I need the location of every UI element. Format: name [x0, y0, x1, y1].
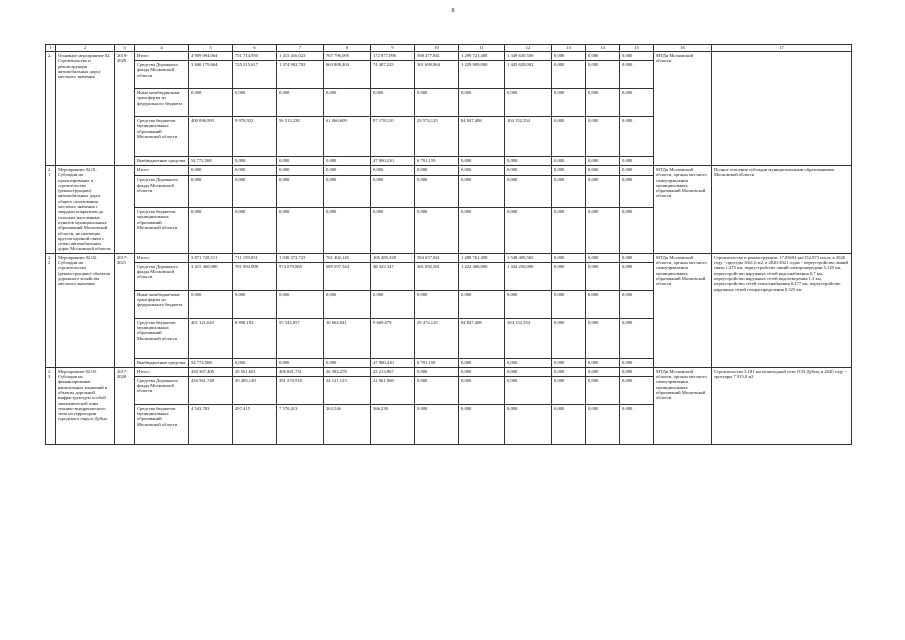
responsible-executor: МТДи Московской области — [654, 52, 712, 166]
amount-cell: 0,000 — [586, 166, 620, 176]
amount-cell: 725 215,617 — [233, 61, 277, 89]
amount-cell: 297,415 — [233, 404, 277, 444]
amount-cell: 0,000 — [552, 404, 586, 444]
amount-cell: 47 900,210 — [371, 157, 415, 166]
amount-cell: 23 213,867 — [371, 367, 415, 376]
amount-cell: 26 394,278 — [324, 367, 371, 376]
table-row — [46, 166, 852, 176]
amount-cell: 0,000 — [324, 157, 371, 166]
amount-cell: 0,000 — [505, 166, 552, 176]
amount-cell: 1 030 372,723 — [277, 253, 324, 262]
amount-cell: 1 349 630,556 — [505, 52, 552, 61]
amount-cell: 0,000 — [586, 61, 620, 89]
amount-cell: 0,000 — [586, 404, 620, 444]
amount-cell: 0,000 — [415, 208, 459, 254]
column-number: 14 — [586, 45, 620, 52]
amount-cell: 0,000 — [505, 367, 552, 376]
amount-cell: 0,000 — [277, 157, 324, 166]
amount-cell: 0,000 — [552, 253, 586, 262]
amount-cell: 84 847,408 — [459, 117, 505, 157]
amount-cell: 1 444 256,000 — [505, 262, 552, 290]
column-number: 11 — [459, 45, 505, 52]
amount-cell: 0,000 — [459, 176, 505, 208]
expected-result — [712, 52, 852, 166]
amount-cell: 0,000 — [233, 166, 277, 176]
amount-cell: 366,239 — [371, 404, 415, 444]
amount-cell: 104 152,554 — [505, 318, 552, 358]
amount-cell: 6 791,158 — [415, 358, 459, 367]
amount-cell: 361 092,561 — [415, 262, 459, 290]
amount-cell: 1 548 409,565 — [505, 253, 552, 262]
amount-cell: 0,000 — [505, 404, 552, 444]
amount-cell: 0,000 — [552, 52, 586, 61]
amount-cell: 0,000 — [277, 358, 324, 367]
column-number: 12 — [505, 45, 552, 52]
column-number: 7 — [277, 45, 324, 52]
amount-cell: 974 079,865 — [277, 262, 324, 290]
column-number: 16 — [654, 45, 712, 52]
column-number: 1 — [46, 45, 56, 52]
funding-source: Внебюджетные средства — [135, 358, 189, 367]
amount-cell: 1 299 721,408 — [459, 52, 505, 61]
amount-cell: 0,000 — [586, 89, 620, 117]
responsible-executor: МТДи Московской области, органы местного самоуправления муниципальных образований Московской области — [654, 253, 712, 367]
amount-cell: 54 772,568 — [189, 157, 233, 166]
amount-cell: 0,000 — [552, 367, 586, 376]
amount-cell: 3 415 360,000 — [189, 262, 233, 290]
funding-source: Итого: — [135, 253, 189, 262]
amount-cell: 3 871 728,511 — [189, 253, 233, 262]
column-number: 6 — [233, 45, 277, 52]
measure-name: Мероприятие 02.01. Субсидии на проектирование и строительство (реконструкцию) автомобильных дорог общего пользования местного значения с твердым покрытием до сельских населенных пунктов муниципальных образований Московской области, не имеющих круглогодичной связи с сетью автомобильных дорог Московской области — [56, 166, 115, 254]
amount-cell: 0,000 — [459, 376, 505, 404]
funding-source: Средства бюджетов муниципальных образований Московской области — [135, 404, 189, 444]
amount-cell: 0,000 — [620, 318, 654, 358]
amount-cell: 84 847,408 — [459, 318, 505, 358]
amount-cell: 0,000 — [552, 89, 586, 117]
column-number: 2 — [56, 45, 115, 52]
amount-cell: 1 445 628,002 — [505, 61, 552, 89]
table-row — [46, 253, 852, 262]
amount-cell: 0,000 — [324, 358, 371, 367]
amount-cell: 0,000 — [620, 157, 654, 166]
amount-cell: 0,000 — [459, 367, 505, 376]
amount-cell: 0,000 — [586, 358, 620, 367]
amount-cell: 0,000 — [415, 404, 459, 444]
amount-cell: 0,000 — [552, 318, 586, 358]
amount-cell: 0,000 — [505, 89, 552, 117]
amount-cell: 0,000 — [415, 376, 459, 404]
amount-cell: 0,000 — [324, 89, 371, 117]
column-number: 17 — [712, 45, 852, 52]
column-number-row — [46, 45, 852, 52]
funding-source: Средства Дорожного фонда Московской области — [135, 376, 189, 404]
period: 2017-2020 — [115, 367, 135, 444]
amount-cell: 401 121,643 — [189, 318, 233, 358]
amount-cell: 0,000 — [552, 61, 586, 89]
amount-cell: 0,000 — [505, 290, 552, 318]
amount-cell: 689 597,544 — [324, 262, 371, 290]
amount-cell: 0,000 — [233, 176, 277, 208]
amount-cell: 3 840 179,664 — [189, 61, 233, 89]
period: 2019-2020 — [115, 52, 135, 166]
amount-cell: 0,000 — [371, 208, 415, 254]
amount-cell: 430 367,406 — [189, 367, 233, 376]
amount-cell: 0,000 — [552, 117, 586, 157]
column-number: 9 — [371, 45, 415, 52]
amount-cell: 0,000 — [552, 262, 586, 290]
column-number: 5 — [189, 45, 233, 52]
period — [115, 166, 135, 254]
amount-cell: 0,000 — [505, 208, 552, 254]
funding-source: Средства Дорожного фонда Московской области — [135, 262, 189, 290]
amount-cell: 6 791,159 — [415, 157, 459, 166]
amount-cell: 0,000 — [415, 166, 459, 176]
column-number: 3 — [115, 45, 135, 52]
amount-cell: 0,000 — [505, 157, 552, 166]
measure-name: Основное мероприятие 02. Строительство и реконструкция автомобильных дорог местного значения — [56, 52, 115, 166]
amount-cell: 1 415 416,023 — [277, 52, 324, 61]
row-number: 2.3 — [46, 367, 56, 444]
amount-cell: 663 808,404 — [324, 61, 371, 89]
amount-cell: 0,000 — [277, 166, 324, 176]
column-number: 13 — [552, 45, 586, 52]
amount-cell: 0,000 — [552, 376, 586, 404]
amount-cell: 0,000 — [371, 176, 415, 208]
amount-cell: 0,000 — [324, 208, 371, 254]
amount-cell: 104 152,554 — [505, 117, 552, 157]
amount-cell: 0,000 — [233, 89, 277, 117]
funding-source: Средства бюджетов муниципальных образований Московской области — [135, 117, 189, 157]
amount-cell: 0,000 — [324, 176, 371, 208]
amount-cell: 20 561,601 — [233, 367, 277, 376]
funding-source: Итого — [135, 52, 189, 61]
table-body — [46, 45, 852, 445]
amount-cell: 0,000 — [324, 290, 371, 318]
amount-cell: 0,000 — [324, 166, 371, 176]
amount-cell: 0,000 — [277, 208, 324, 254]
amount-cell: 701 994,998 — [233, 262, 277, 290]
amount-cell: 0,000 — [586, 290, 620, 318]
amount-cell: 24 121,123 — [324, 376, 371, 404]
amount-cell: 0,000 — [620, 117, 654, 157]
expected-result: Строительство и реконструкция: 17,83694 км/152,073 пог.м, в 2020 году - проезды 1661,6 м2, в 2020-2021 годах - переустройство линий связи 1,475 км, переустройство линий электропередачи 5,129 км, переустройство наружных сетей водоснабжения 0,7 км, переустройство наружных сетей водоотведения 1,3 км, переустройство сетей теплоснабжения 0,177 км, переустройство наружных сетей газораспределения 0,325 км — [712, 253, 852, 367]
amount-cell: 0,000 — [586, 176, 620, 208]
amount-cell: 426 561,748 — [189, 376, 233, 404]
amount-cell: 0,000 — [552, 358, 586, 367]
amount-cell: 0,000 — [459, 89, 505, 117]
amount-cell: 0,000 — [189, 166, 233, 176]
responsible-executor: МТДи Московской области, органы местного самоуправления муниципальных образований Московской области — [654, 367, 712, 444]
amount-cell: 0,000 — [459, 404, 505, 444]
expected-result: Полное освоение субсидии муниципальными образованиями Московской области — [712, 166, 852, 254]
expected-result: Строительство 3,181 км пешеходной сети ОЭЗ Дубна, в 2020 году - тротуары 7 915,0 м2 — [712, 367, 852, 444]
amount-cell: 1 288 761,408 — [459, 253, 505, 262]
amount-cell: 0,000 — [620, 290, 654, 318]
amount-cell: 0,000 — [505, 358, 552, 367]
measure-name: Мероприятие 02.03. Субсидия на финансирование капитальных вложений в объекты дорожной инфраструктуры особой экономической зоны технико-внедренческого типа на территории городского округа Дубна — [56, 367, 115, 444]
amount-cell: 20 285,149 — [233, 376, 277, 404]
amount-cell: 761 402,145 — [324, 253, 371, 262]
amount-cell: 1 229 909,000 — [459, 61, 505, 89]
amount-cell: 398 477,841 — [415, 52, 459, 61]
amount-cell: 0,000 — [459, 358, 505, 367]
amount-cell: 0,000 — [552, 166, 586, 176]
amount-cell: 0,000 — [277, 176, 324, 208]
amount-cell: 0,000 — [620, 253, 654, 262]
amount-cell: 106 485,328 — [371, 253, 415, 262]
amount-cell: 0,000 — [620, 166, 654, 176]
row-number: 2.1 — [46, 166, 56, 254]
amount-cell: 172 877,096 — [371, 52, 415, 61]
program-table — [45, 44, 852, 445]
funding-source: Итого: — [135, 367, 189, 376]
amount-cell: 0,000 — [586, 367, 620, 376]
amount-cell: 0,000 — [371, 89, 415, 117]
amount-cell: 4 543,783 — [189, 404, 233, 444]
funding-source: Средства бюджетов муниципальных образований Московской области — [135, 318, 189, 358]
table-row — [46, 367, 852, 376]
amount-cell: 0,000 — [459, 290, 505, 318]
amount-cell: 0,000 — [620, 89, 654, 117]
amount-cell: 0,000 — [620, 376, 654, 404]
page-number: 8 — [451, 8, 455, 14]
amount-cell: 0,000 — [620, 61, 654, 89]
amount-cell: 1 374 902,782 — [277, 61, 324, 89]
amount-cell: 406 841,731 — [277, 367, 324, 376]
amount-cell: 0,000 — [620, 262, 654, 290]
amount-cell: 0,000 — [189, 290, 233, 318]
amount-cell: 8 898,182 — [233, 318, 277, 358]
amount-cell: 9 970,922 — [233, 117, 277, 157]
column-number: 10 — [415, 45, 459, 52]
amount-cell: 0,000 — [277, 89, 324, 117]
column-number: 4 — [135, 45, 189, 52]
amount-cell: 0,000 — [620, 404, 654, 444]
amount-cell: 0,000 — [586, 52, 620, 61]
amount-cell: 0,000 — [586, 376, 620, 404]
row-number: 2.2 — [46, 253, 56, 367]
amount-cell: 391 270,918 — [277, 376, 324, 404]
amount-cell: 0,000 — [371, 290, 415, 318]
amount-cell: 0,000 — [620, 367, 654, 376]
amount-cell: 361 690,864 — [415, 61, 459, 89]
measure-name: Мероприятие 02.02. Субсидии на строительство (реконструкцию) объектов дорожного хозяйства местного значения — [56, 253, 115, 367]
amount-cell: 0,000 — [189, 176, 233, 208]
amount-cell: 0,000 — [586, 318, 620, 358]
funding-source: Средства Дорожного фонда Московской области — [135, 176, 189, 208]
amount-cell: 54 772,568 — [189, 358, 233, 367]
responsible-executor: МТДи Московской области, органы местного самоуправления муниципальных образований Московской области — [654, 166, 712, 254]
amount-cell: 1 222 406,000 — [459, 262, 505, 290]
amount-cell: 0,000 — [415, 367, 459, 376]
amount-cell: 0,000 — [552, 157, 586, 166]
amount-cell: 0,000 — [505, 176, 552, 208]
funding-source: Средства Дорожного фонда Московской области — [135, 61, 189, 89]
funding-source: Итого — [135, 166, 189, 176]
amount-cell: 263,546 — [324, 404, 371, 444]
amount-cell: 0,000 — [586, 117, 620, 157]
amount-cell: 0,000 — [586, 208, 620, 254]
amount-cell: 0,000 — [552, 290, 586, 318]
amount-cell: 0,000 — [415, 290, 459, 318]
table-row — [46, 52, 852, 61]
amount-cell: 751 714,950 — [233, 52, 277, 61]
amount-cell: 29 474,125 — [415, 318, 459, 358]
funding-source: Иные межбюджетные трансферты из федерального бюджета — [135, 89, 189, 117]
row-number: 2. — [46, 52, 56, 166]
amount-cell: 711 159,051 — [233, 253, 277, 262]
column-number: 15 — [620, 45, 654, 52]
amount-cell: 0,000 — [505, 376, 552, 404]
amount-cell: 0,000 — [233, 208, 277, 254]
amount-cell: 0,000 — [620, 358, 654, 367]
amount-cell: 29 574,125 — [415, 117, 459, 157]
amount-cell: 0,000 — [277, 290, 324, 318]
amount-cell: 0,000 — [459, 208, 505, 254]
amount-cell: 47 900,410 — [371, 358, 415, 367]
amount-cell: 0,000 — [586, 157, 620, 166]
amount-cell: 394 657,841 — [415, 253, 459, 262]
amount-cell: 4 909 094,064 — [189, 52, 233, 61]
amount-cell: 0,000 — [552, 176, 586, 208]
amount-cell: 0,000 — [620, 176, 654, 208]
amount-cell: 0,000 — [233, 290, 277, 318]
amount-cell: 61 066,609 — [324, 117, 371, 157]
amount-cell: 9 669,679 — [371, 318, 415, 358]
amount-cell: 55 542,857 — [277, 318, 324, 358]
amount-cell: 22 961,968 — [371, 376, 415, 404]
column-number: 8 — [324, 45, 371, 52]
amount-cell: 97 178,110 — [371, 117, 415, 157]
amount-cell: 400 096,995 — [189, 117, 233, 157]
funding-source: Внебюджетные средства — [135, 157, 189, 166]
amount-cell: 74 487,225 — [371, 61, 415, 89]
amount-cell: 0,000 — [459, 157, 505, 166]
amount-cell: 48 325,347 — [371, 262, 415, 290]
amount-cell: 0,000 — [586, 262, 620, 290]
amount-cell: 767 796,095 — [324, 52, 371, 61]
amount-cell: 0,000 — [189, 208, 233, 254]
amount-cell: 0,000 — [233, 358, 277, 367]
amount-cell: 0,000 — [189, 89, 233, 117]
funding-source: Иные межбюджетные трансферты из федерального бюджета — [135, 290, 189, 318]
amount-cell: 0,000 — [371, 166, 415, 176]
amount-cell: 0,000 — [586, 253, 620, 262]
amount-cell: 0,000 — [552, 208, 586, 254]
amount-cell: 56 513,238 — [277, 117, 324, 157]
amount-cell: 0,000 — [233, 157, 277, 166]
amount-cell: 0,000 — [415, 176, 459, 208]
amount-cell: 0,000 — [459, 166, 505, 176]
amount-cell: 7 570,413 — [277, 404, 324, 444]
period: 2017-2021 — [115, 253, 135, 367]
amount-cell: 0,000 — [415, 89, 459, 117]
amount-cell: 0,000 — [620, 52, 654, 61]
amount-cell: 10 604,841 — [324, 318, 371, 358]
amount-cell: 0,000 — [620, 208, 654, 254]
funding-source: Средства бюджетов муниципальных образований Московской области — [135, 208, 189, 254]
